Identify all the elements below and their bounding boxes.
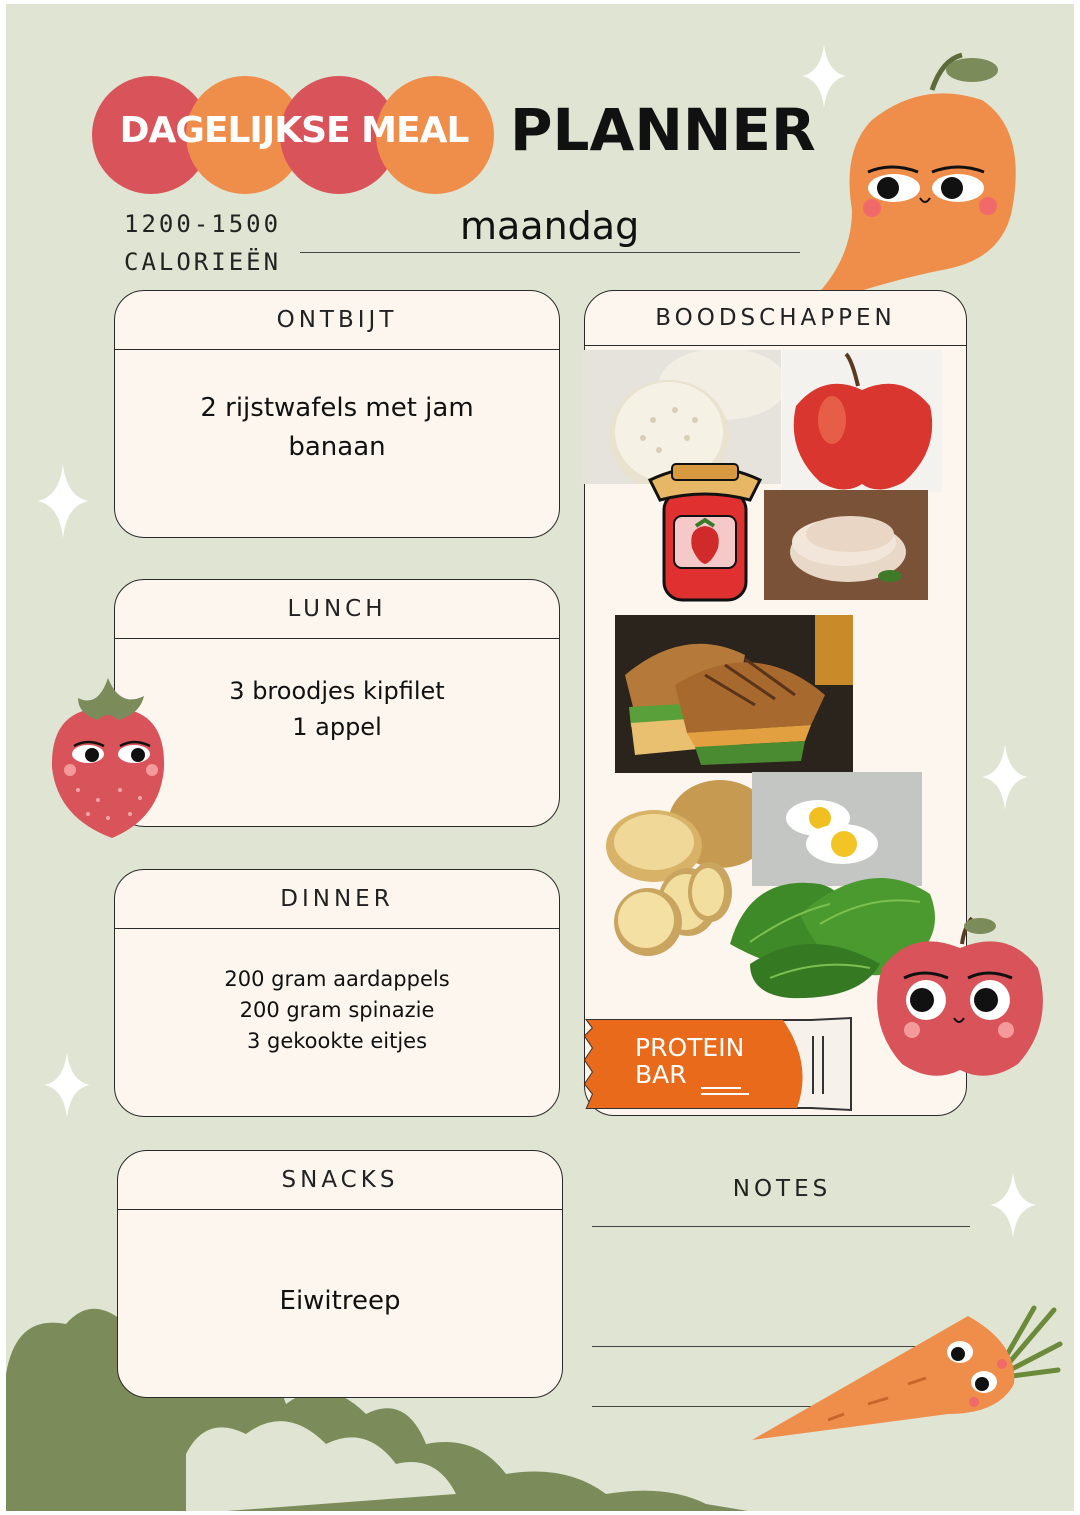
- notes-title: NOTES: [732, 1176, 832, 1202]
- protein-bar-line2: BAR: [635, 1060, 687, 1089]
- card-snacks: [117, 1150, 563, 1398]
- card-snacks-body[interactable]: [118, 1283, 562, 1319]
- protein-bar-label: [635, 1034, 744, 1088]
- card-ontbijt: [114, 290, 560, 538]
- card-ontbijt-title: ONTBIJT: [115, 291, 559, 350]
- title-dagelijkse-meal: DAGELIJKSE MEAL: [119, 110, 469, 151]
- meal-line: 1 appel: [292, 713, 382, 741]
- card-boodschappen-title: BOODSCHAPPEN: [585, 291, 966, 346]
- carrot-character-icon: [748, 1304, 1064, 1444]
- card-lunch: [114, 579, 560, 827]
- card-dinner: [114, 869, 560, 1117]
- card-lunch-title: LUNCH: [115, 580, 559, 639]
- day-name[interactable]: maandag: [460, 204, 640, 248]
- meal-line: banaan: [288, 432, 386, 462]
- card-dinner-title: DINNER: [115, 870, 559, 929]
- apple-image: [782, 350, 942, 492]
- meal-line: 2 rijstwafels met jam: [200, 393, 474, 423]
- strawberry-character-icon: [48, 678, 168, 840]
- sandwich-image: [615, 615, 853, 773]
- mango-character-icon: [812, 40, 1032, 300]
- card-snacks-title: SNACKS: [118, 1151, 562, 1210]
- sparkle-icon: [36, 464, 90, 538]
- meal-line: 3 broodjes kipfilet: [229, 677, 445, 705]
- meal-line: 3 gekookte eitjes: [246, 1029, 428, 1053]
- notes-line[interactable]: [592, 1226, 970, 1227]
- protein-bar-line1: PROTEIN: [635, 1033, 745, 1062]
- card-lunch-body[interactable]: [115, 673, 559, 745]
- meal-line: 200 gram aardappels: [224, 967, 450, 991]
- meal-line: 200 gram spinazie: [239, 998, 435, 1022]
- jam-jar-image: [642, 452, 768, 604]
- card-dinner-body[interactable]: [115, 964, 559, 1057]
- sparkle-icon: [982, 744, 1028, 810]
- title-planner: PLANNER: [510, 96, 816, 164]
- sparkle-icon: [990, 1172, 1036, 1238]
- sparkle-icon: [44, 1052, 90, 1118]
- meal-planner-page: [6, 4, 1074, 1511]
- meal-line: Eiwitreep: [279, 1286, 401, 1316]
- card-ontbijt-body[interactable]: [115, 389, 559, 467]
- calories-label: CALORIEËN: [124, 248, 282, 276]
- protein-bar-image: [583, 1014, 855, 1114]
- apple-character-icon: [877, 918, 1043, 1076]
- calories-range: 1200-1500: [124, 210, 282, 238]
- sliced-chicken-image: [764, 490, 928, 600]
- day-underline: [300, 252, 800, 253]
